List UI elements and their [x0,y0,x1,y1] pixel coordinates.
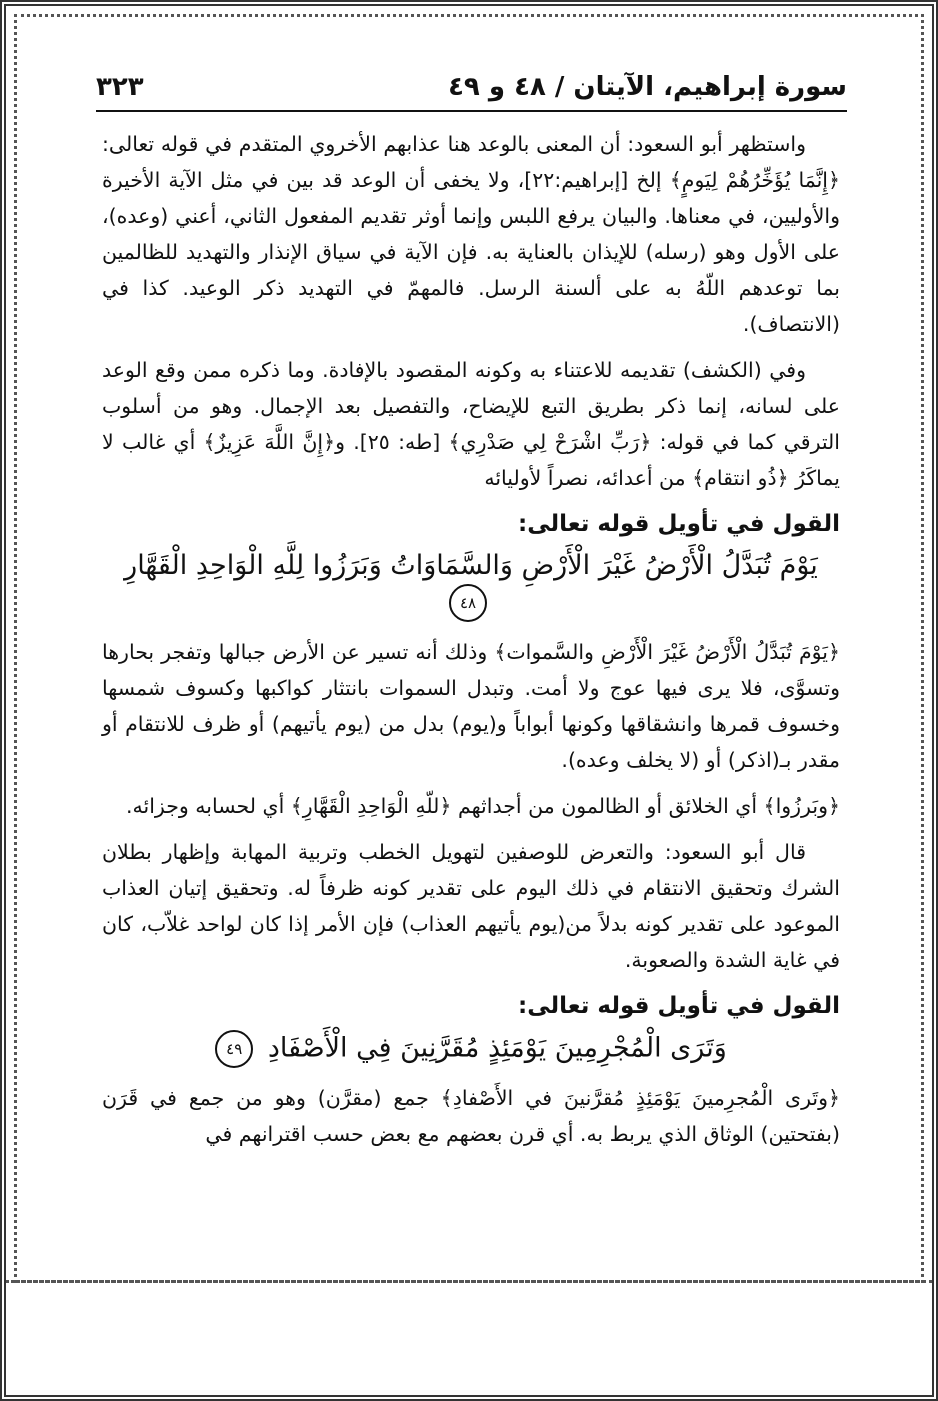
page-body [102,126,840,1162]
paragraph: واستظهر أبو السعود: أن المعنى بالوعد هنا عذابهم الأخروي المتقدم في قوله تعالى: ﴿إِنَّمَا يُؤَخِّرُهُمْ لِيَومٍ﴾ إلخ [إبراهيم:٢٢]، ولا يخفى أن الوعد قد بين في مثل الآية الأخيرة والأوليين، في معناها. والبيان يرفع اللبس وإنما أوثر تقديم المفعول الثاني، أعني (وعده)، على الأول وهو (رسله) للإيذان بالعناية به. فإن الآية في سياق الإنذار والتهديد للظالمين بما توعدهم اللّهُ به على ألسنة الرسل. فالمهمّ في التهديد ذكر الوعيد. كذا في (الانتصاف). [102,132,840,336]
surah-title: سورة إبراهيم، الآيتان / ٤٨ و ٤٩ [448,72,847,102]
section-heading: القول في تأويل قوله تعالى: [518,511,840,537]
page-number: ٣٢٣ [96,72,144,102]
paragraph: ﴿يَوْمَ تُبَدَّلُ الْأَرْضُ غَيْرَ الْأَرْضِ والسَّموات﴾ وذلك أنه تسير عن الأرض جبالها وتفجر بحارها وتسوَّى، فلا يرى فيها عوج ولا أمت. وتبدل السموات بانتثار كواكبها وكسوف شمسها وخسوف قمرها وانشقاقها وكونها أبواباً و(يوم) بدل من (يوم يأتيهم) أو ظرف للانتقام أو مقدر بـ(اذكر) أو (لا يخلف وعده). [102,640,840,772]
paragraph: وفي (الكشف) تقديمه للاعتناء به وكونه المقصود بالإفادة. وما ذكره ممن وقع الوعد على لسانه، إنما ذكر بطريق التبع للإيضاح، والتفصيل بعد الإجمال. وهو من أسلوب الترقي كما في قوله: ﴿رَبِّ اشْرَحْ لِي صَدْرِي﴾ [طه: ٢٥]. و﴿إِنَّ اللَّهَ عَزِيزٌ﴾ أي غالب لا يماكَرُ ﴿ذُو انتقام﴾ من أعدائه، نصراً لأوليائه [102,358,841,490]
paragraph: قال أبو السعود: والتعرض للوصفين لتهويل الخطب وتربية المهابة وإظهار بطلان الشرك وتحقيق الانتقام في ذلك اليوم على تقدير كونه ظرفاً له. وتحقيق إتيان العذاب الموعود على تقدير كونه بدلاً من(يوم يأتيهم العذاب) فإن الأمر إذا كان لواحد غلاّب، كان في غاية الشدة والصعوبة. [102,840,840,972]
paragraph: ﴿وتَرى الْمُجرِمينَ يَوْمَئِذٍ مُقرَّنينَ في الأَصْفادِ﴾ جمع (مقرَّن) وهو من جمع في قَرَن (بفتحتين) الوثاق الذي يربط به. أي قرن بعضهم مع بعض حسب اقترانهم في [102,1086,840,1146]
verse-number-marker: ٤٨ [449,584,487,622]
section-heading: القول في تأويل قوله تعالى: [518,993,840,1019]
verse-text: يَوْمَ تُبَدَّلُ الْأَرْضُ غَيْرَ الْأَرْضِ وَالسَّمَاوَاتُ وَبَرَزُوا لِلَّهِ الْوَاحِدِ الْقَهَّارِ [124,550,818,581]
paragraph: ﴿وبَرزُوا﴾ أي الخلائق أو الظالمون من أجداثهم ﴿للّهِ الْوَاحِدِ الْقَهَّارِ﴾ أي لحسابه وجزائه. [126,794,840,818]
verse-text: وَتَرَى الْمُجْرِمِينَ يَوْمَئِذٍ مُقَرَّنِينَ فِي الْأَصْفَادِ [267,1032,727,1064]
ornamental-bottom-border [6,1280,932,1295]
verse-number-marker: ٤٩ [215,1030,253,1068]
page-header [96,64,847,112]
quran-verse [102,1030,840,1068]
quran-verse [102,548,840,622]
